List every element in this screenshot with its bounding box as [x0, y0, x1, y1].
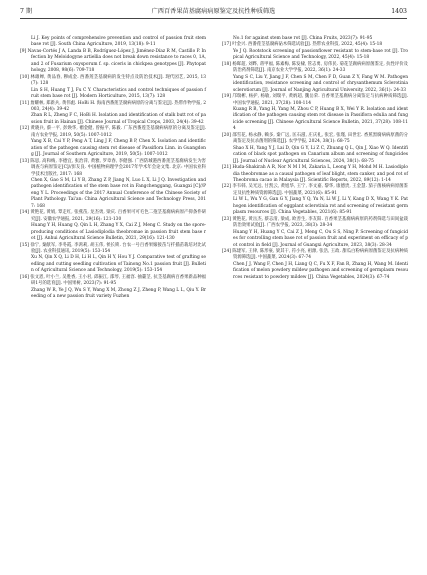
reference-text: Zhan R L, Zheng F C, HoBi H. Isolation and identification of stalk butt rot of passion fruit in Hainan [J]. Chinese Journal of Tropical Crops, 2003, 24(4): 39-42 — [31, 113, 206, 125]
reference-number: [15] — [20, 242, 29, 248]
reference-text: 徐宁, 秦献军, 李冬霞, 李鸿莉, 胡玉伟, 侯长锁. 台农一号百香果嫁接苗与扦插苗栽培对比试验[J]. 农业科技通讯, 2019(5): 153-154 — [30, 242, 206, 254]
reference-number: [12] — [20, 126, 29, 132]
reference-translation — [20, 255, 206, 274]
reference-text: Navas-Cortés J A, Landa B B, Rodríguez-López J, Jiménez-Díaz R M, Castillo P. Infection by Meloidogyne artiellia does not break down resistance to races 0, 1A, and 2 of Fusarium oxysporum f. sp. ciceris in chickpea genotypes [J]. Phytopathology, 2008, 98(6): 709-718 — [27, 48, 206, 74]
reference-entry — [222, 94, 408, 107]
reference-translation — [20, 139, 206, 158]
reference-number: [17] — [222, 42, 231, 48]
reference-entry — [20, 210, 206, 223]
page-number: 1403 — [391, 8, 407, 15]
reference-translation — [20, 113, 206, 126]
reference-entry — [20, 49, 206, 75]
reference-entry — [20, 126, 206, 139]
reference-text: Xu N, Qin X Q, Li D H, Li H L, Qin H Y, Hou Y J. Comparative test of grafting seedling and cutting seedling cultivation of Tainong No.1 passion fruit [J]. Bulletin of Agricultural Science and Technology, 2019(5): 153-154 — [31, 255, 206, 274]
reference-text: Shao X H, Yang Y J, Lai D, Qin G Y, Li Z C, Zhuang Q L, Qin J, Xiao W Q. Identification of black spot pathogen on Canarium album and screening of fungicides [J]. Journal of Nuclear Agricultural Sciences, 2024, 38(1): 68-75 — [233, 145, 408, 164]
reference-text: 林雄婵, 黄品春, 穆成金. 西番莲茎基腐病的发生特点及防治技术[J]. 现代园艺, 2015, 13(7): 128 — [30, 74, 206, 87]
reference-text: 陈思, 高和梅, 李德宜, 张治萍, 黄雅, 罗章春, 李健强. 广西防城港西番莲茎基腐病发生为害调查与病原鉴定[C]//彭友良. 中国植物病理学会2017年学术年会论文集. 北京: 中国农业科学技术出版社, 2017: 168 — [30, 158, 206, 177]
reference-column-right — [222, 36, 408, 281]
reference-translation — [222, 146, 408, 165]
reference-text: Huang Y H, Huang Q, Qin L H, Zhang Y X, Cai Z J, Meng C. Study on the spore-producing conditions of Lasiodiplodia theobromae in passion fruit stem base rot [J]. Anhui Agricultural Science Bulletin, 2021, 29(16): 121-130 — [31, 223, 206, 242]
reference-text: Zhang W R, Ye J Q, Wu S Y, Wang X M, Zhong Z J, Zheng P, Wang L L, Qiu Y. Breeding of a new passion fruit variety Fuzhen — [31, 287, 206, 300]
reference-text: Chen X, Gao S M, Li Y B, Zhang Z P, Jiang N, Luo L X, Li J Q. Investigation and pathogen identification of the stem base rot in Fangchenggang, Guangxi [C]//Peng Y L. Proceedings of the 2017 Annual Conference of the Chinese Society of Plant Pathology. Tai'an: China Agricultural Science and Technology Press, 2017: 168 — [31, 177, 206, 209]
reference-number: [16] — [20, 274, 29, 280]
reference-number: [9] — [20, 48, 27, 54]
reference-number: [14] — [20, 210, 29, 216]
reference-text: Huang Y H, Huang Y C, Cai Z J, Meng C, Ou S S, Ning P. Screening of fungicides for controlling stem base rot of passion fruit and experiment on efficacy of pot control in field [J]. Journal of Guangxi Agriculture, 2023, 38(3): 28-34 — [233, 229, 408, 248]
reference-translation — [20, 288, 206, 301]
reference-text: No.1 for against stem base rot [J]. China Fruits, 2023(7): 91-95 — [233, 36, 373, 41]
running-header — [20, 6, 407, 19]
reference-translation — [222, 230, 408, 249]
reference-text: Li W L, Wu Y G, Gan G Y, Jiang Y Q, Yu N, Li W J, Li Y, Kang D X, Wang Y K. Pathogen identification of eggplant sclerotinia rot and screening of resistant germplasm resources [J]. China Vegetables, 2021(6): 85-91 — [233, 197, 408, 216]
reference-text: 詹耀林, 郑新兵, 黄伟彪. HoBi H. 海南西番莲茎腐病病原的分离与鉴定[J]. 热带作物学报, 2003, 24(4): 39-42 — [30, 100, 206, 112]
reference-text: Chen J J, Wang F, Chen J H, Liang Q C, Fu X F, Fan R, Zhang H, Wang M. Identification of melon powdery mildew pathogen and screening of germplasm resources resistant to powdery mildew [J]. China Vegetables, 2024(3): 67-74 — [233, 261, 408, 280]
reference-text: Kuang R B, Yang H, Yang M, Zhou C P, Huang B X, Wei Y R. Isolation and identification of the pathogen causing stem rot disease in Passiflora edulia and fungicide screening [J]. Chinese Agricultural Science Bulletin, 2021, 37(28): 108-114 — [233, 106, 408, 132]
reference-text: Ye J Q. Rootstock screening of passionflower resistant to stem-base rot [J]. Tropical Agricultural Science and Technology, 2022, 45(4): 15-18 — [233, 48, 408, 61]
reference-translation — [222, 49, 408, 62]
reference-column-left — [20, 36, 206, 301]
reference-entry — [20, 159, 206, 178]
reference-number: [10] — [20, 74, 29, 80]
reference-entry — [20, 243, 206, 256]
reference-entry — [222, 217, 408, 230]
issue-label: 7 期 — [20, 8, 33, 15]
reference-text: 杨晖超, 刘晔, 蒋甲福, 陈素梅, 陈发棣, 管志勇, 房伟民. 菊花茎腐病病原菌鉴定, 抗性评价及防治药剂筛选[J]. 南京农业大学学报, 2022, 36(1): 24-33 — [232, 61, 408, 74]
reference-number: [20] — [222, 132, 231, 138]
reference-text: 叶金兴. 西番莲茎基腐病砧木筛选试验[J]. 热带农业科技, 2022, 45(4): 15-18 — [232, 42, 383, 48]
reference-text: 邝瑞彬, 杨护, 杨敏, 刘瑞平, 黄炳超, 魏岳荣. 百香果茎基腐病分离鉴定与抗病种质筛选[J]. 中国农学通报, 2021, 37(28): 108-114 — [232, 94, 408, 106]
reference-entry — [222, 62, 408, 75]
reference-translation — [20, 88, 206, 101]
reference-text: 陈建军, 王律, 陈形豪, 梁其干, 符小亮, 祖源, 张浩, 王政. 甜瓜白粉病病原菌鉴定及抗病种质资源筛选[J]. 中国蔬菜, 2024(3): 67-74 — [232, 248, 408, 261]
reference-translation — [20, 178, 206, 210]
reference-text: 张文恩, 叶小兰, 吴胜香, 王小君, 邱振江, 邵琴, 王福容. 抽薹茎, 抗茎基腐病百香果新品种福研1号的选育[J]. 中国果树, 2023(7): 91-95 — [30, 274, 206, 287]
reference-text: Huda-Shakirah A R, Nor N M I M, Zakaria L, Leong Y H, Mohd M H. Lasiodiplodia theobromae as a causal pathogen of leaf blight, stem canker, and pod rot of Theobroma cacao in Malaysia [J]. Scientific Reports, 2022, 89(12): 1-14 — [232, 165, 408, 183]
reference-text: 邵雪花, 杨永静, 赖多, 秦广远, 匡石滋, 庄庆礼, 张宏, 张瑾, 田世宏. 香蕉黑腐病病原菌的分离鉴定及抗杀菌剂的筛选[J]. 农学学报, 2024, 38(1): 68-75 — [232, 132, 408, 145]
reference-entry — [222, 184, 408, 197]
reference-number: [18] — [222, 61, 231, 67]
reference-text: 黄艳花, 黄岳杰, 蔡志清, 梁成, 欧善生, 李友阳. 百香果茎基腐病病原的药剂筛选与田间盆栽防治效果试验[J]. 广西农学报, 2023, 38(3): 28-34 — [232, 216, 408, 229]
reference-text: Yang X B, Cai Y P, Peng A T, Ling J F, Cheng B P, Chen X. Isolation and identification of the pathogen causing stem rot disease of Passiflora Linn. in Guangdong [J]. Journal of Southern Agriculture, 2019, 50(5): 1007-1012 — [31, 139, 206, 158]
reference-number: [11] — [20, 100, 29, 106]
reference-number: [21] — [222, 165, 231, 171]
reference-number: [22] — [222, 184, 231, 190]
reference-translation — [222, 107, 408, 133]
journal-title: 广西百香果苗基腐病病原鉴定及抗性种质筛选 — [151, 8, 276, 15]
reference-text: Yang S C, Liu Y, Jiang J F, Chen S M, Chen F D, Guan Z Y, Fang W M. Pathogen identification, resistance screening and control of chrysanthemum Sclerotinia sclerotiorum [J]. Journal of Nanjing Agricultural University, 2022, 36(1): 24-33 — [233, 74, 408, 93]
reference-entry — [20, 75, 206, 88]
reference-number: [24] — [222, 248, 231, 254]
reference-translation — [222, 262, 408, 281]
reference-entry — [222, 249, 408, 262]
reference-entry — [222, 133, 408, 146]
reference-translation — [20, 36, 206, 49]
reference-number: [13] — [20, 158, 29, 164]
reference-entry — [20, 101, 206, 114]
reference-translation — [222, 75, 408, 94]
reference-entry — [222, 165, 408, 184]
reference-text: Li J. Key points of comprehensive prevention and control of passion fruit stem base rot [J]. South China Agriculture, 2019, 13(18): 9-11 — [31, 36, 206, 48]
reference-entry — [20, 275, 206, 288]
reference-translation — [222, 197, 408, 216]
reference-text: Lin S H, Huang T J, Fu C Y. Characteristics and control techniques of passion fruit stem base rot [J]. Modern Horticulture, 2015, 13(7): 128 — [31, 87, 206, 100]
reference-text: 李韦韩, 吴光远, 甘凯云, 黄旭华, 王宁, 李文嘉, 黎华, 康德贵, 王金慧. 茄子菌核病病原菌鉴定及抗性种质资源筛选[J]. 中国蔬菜, 2021(6): 85-91 — [232, 184, 408, 196]
reference-translation — [20, 223, 206, 242]
reference-text: 黄晓兵, 蔡一平, 彭焕华, 禤金健, 曾振平, 陈毅. 广东西番莲茎基腐病病原的分离及鉴定[J]. 南方农业学报, 2019, 50(5): 1007-1012 — [30, 126, 206, 138]
reference-number: [23] — [222, 216, 231, 222]
reference-text: 黄艳花, 黄娟, 覃走红, 张燕苗, 龙杰勇, 梁庆. 百香果可可毛色二孢茎基腐病病原产抑条件研究[J]. 安徽农学通报, 2021, 29(16): 121-130 — [30, 210, 206, 222]
reference-number: [19] — [222, 94, 231, 100]
